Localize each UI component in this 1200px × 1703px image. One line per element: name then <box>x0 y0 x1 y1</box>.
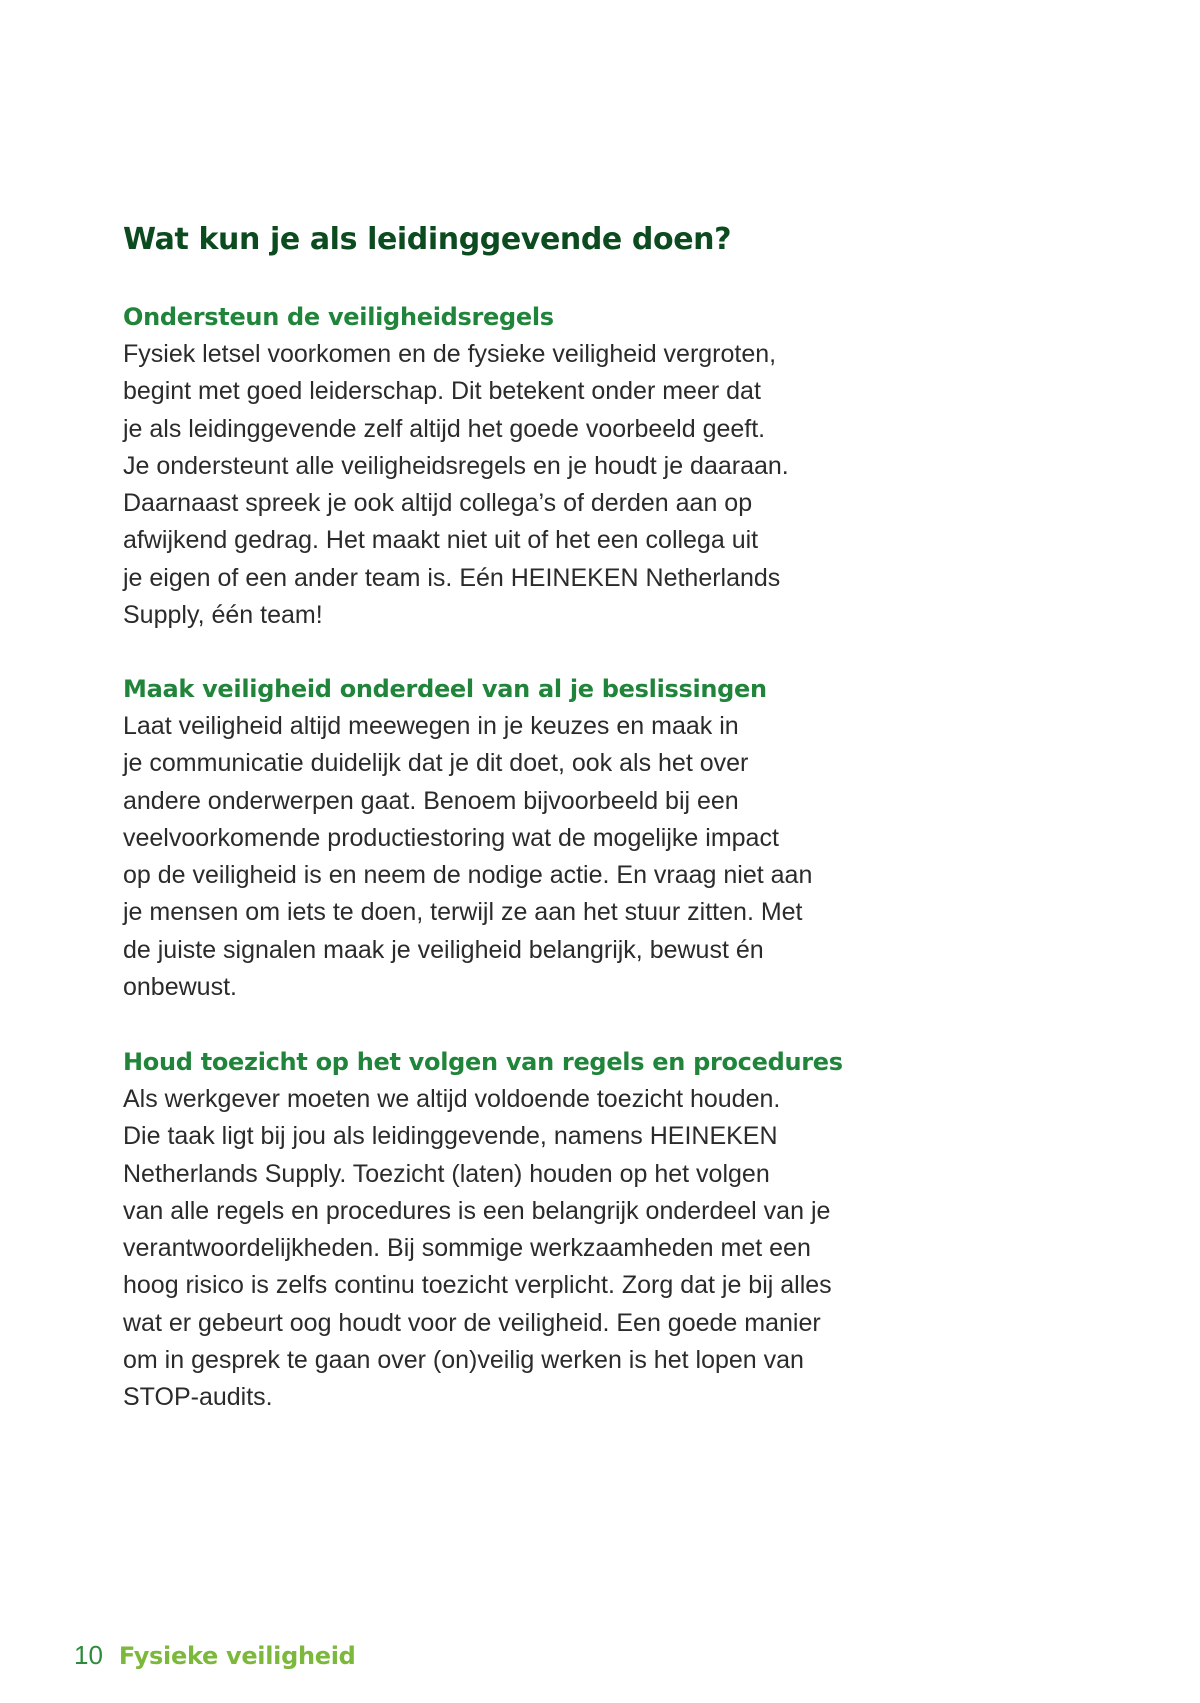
body-line: de juiste signalen maak je veiligheid belangrijk, bewust én <box>123 935 764 964</box>
section-support-safety-rules <box>123 299 843 634</box>
section-heading: Maak veiligheid onderdeel van al je beslissingen <box>123 675 767 703</box>
body-line: om in gesprek te gaan over (on)veilig werken is het lopen van <box>123 1346 804 1375</box>
body-line: Je ondersteunt alle veiligheidsregels en je houdt je daaraan. <box>123 451 789 480</box>
section-safety-in-decisions <box>123 671 843 1006</box>
section-supervision <box>123 1044 843 1417</box>
body-line: begint met goed leiderschap. Dit betekent onder meer dat <box>123 377 761 406</box>
body-line: verantwoordelijkheden. Bij sommige werkzaamheden met een <box>123 1234 811 1263</box>
body-line: Die taak ligt bij jou als leidinggevende, namens HEINEKEN <box>123 1122 778 1151</box>
body-line: onbewust. <box>123 973 237 1002</box>
body-line: je eigen of een ander team is. Eén HEINEKEN Netherlands <box>123 563 781 592</box>
body-line: afwijkend gedrag. Het maakt niet uit of het een collega uit <box>123 526 759 555</box>
body-line: Als werkgever moeten we altijd voldoende toezicht houden. <box>123 1085 781 1113</box>
body-line: van alle regels en procedures is een belangrijk onderdeel van je <box>123 1196 831 1225</box>
body-line: veelvoorkomende productiestoring wat de mogelijke impact <box>123 823 779 852</box>
body-line: STOP-audits. <box>123 1383 273 1412</box>
body-line: Supply, één team! <box>123 601 323 630</box>
body-line: je als leidinggevende zelf altijd het goede voorbeeld geeft. <box>123 414 766 443</box>
body-line: andere onderwerpen gaat. Benoem bijvoorbeeld bij een <box>123 786 739 815</box>
body-line: wat er gebeurt oog houdt voor de veiligheid. Een goede manier <box>123 1308 821 1337</box>
page-number: 10 <box>74 1640 103 1670</box>
page-footer <box>74 1640 356 1671</box>
section-body <box>123 336 843 634</box>
section-heading: Houd toezicht op het volgen van regels en procedures <box>123 1048 843 1076</box>
body-line: je communicatie duidelijk dat je dit doet, ook als het over <box>123 749 749 778</box>
footer-title: Fysieke veiligheid <box>118 1642 356 1670</box>
body-line: op de veiligheid is en neem de nodige actie. En vraag niet aan <box>123 861 813 890</box>
body-line: Laat veiligheid altijd meewegen in je keuzes en maak in <box>123 712 739 740</box>
section-body <box>123 1081 843 1417</box>
section-body <box>123 708 843 1006</box>
section-heading: Ondersteun de veiligheidsregels <box>123 303 554 331</box>
body-line: hoog risico is zelfs continu toezicht verplicht. Zorg dat je bij alles <box>123 1271 832 1300</box>
page-title: Wat kun je als leidinggevende doen? <box>123 222 732 257</box>
body-line: Netherlands Supply. Toezicht (laten) houden op het volgen <box>123 1159 770 1188</box>
body-line: je mensen om iets te doen, terwijl ze aan het stuur zitten. Met <box>123 898 803 927</box>
body-line: Fysiek letsel voorkomen en de fysieke veiligheid vergroten, <box>123 340 777 368</box>
body-line: Daarnaast spreek je ook altijd collega’s of derden aan op <box>123 489 753 518</box>
